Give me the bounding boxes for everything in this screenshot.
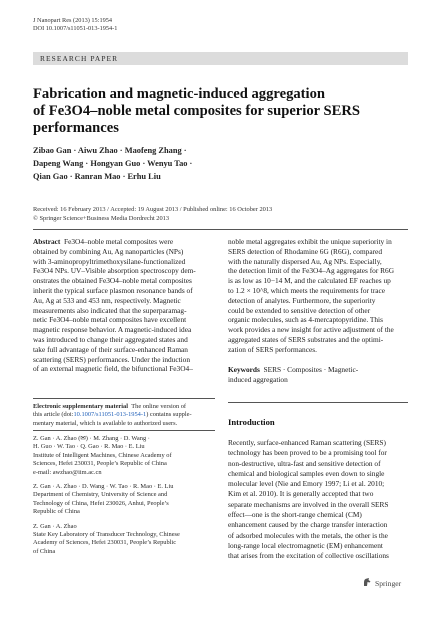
- intro-line-1: technology has been proved to be a promising tool for: [228, 448, 387, 458]
- abstract-right-line-7: could be extended to sensitive detection of other: [228, 305, 371, 315]
- abstract-left-column: [33, 237, 215, 374]
- keywords-line-1: [228, 365, 408, 375]
- abstract-text-0: Fe3O4–noble metal composites were: [64, 237, 174, 246]
- affiliation-3-line-1: State Key Laboratory of Transducer Technology, Chinese: [33, 531, 180, 539]
- abstract-right-line-11: zation of SERS performances.: [228, 344, 317, 354]
- author-list: [33, 145, 263, 183]
- abstract-label: Abstract: [33, 237, 61, 246]
- intro-line-6: separate mechanisms are involved in the overall SERS: [228, 499, 389, 509]
- esm-text-1: The online version of: [131, 403, 187, 410]
- abstract-right-line-0: noble metal aggregates exhibit the unique superiority in: [228, 237, 392, 246]
- abstract-right-line-1: SERS detection of Rhodamine 6G (R6G), compared: [228, 246, 382, 256]
- esm-line-3: mentary material, which is available to authorized users.: [33, 419, 178, 427]
- abstract-line-8: netic Fe3O4–noble metal composites have excellent: [33, 315, 187, 325]
- esm-text-2-post: ) contains supple-: [146, 411, 192, 419]
- affiliation-3-line-2: Academy of Sciences, Hefei 230031, People’s Republic: [33, 539, 177, 547]
- affiliation-1-line-3: Sciences, Hefei 230031, People’s Republic of China: [33, 460, 167, 468]
- intro-top-divider: [228, 402, 408, 403]
- abstract-line-11: take full advantage of their surface-enhanced Raman: [33, 344, 188, 354]
- affiliation-divider: [33, 430, 215, 431]
- affiliation-1-line-1: H. Guo · W. Tao · Q. Gao · R. Mao · E. Liu: [33, 443, 145, 451]
- authors-line-2: Dapeng Wang · Hongyan Guo · Wenyu Tao ·: [33, 158, 193, 168]
- abstract-right-column: [228, 237, 408, 355]
- intro-line-4: molecular level (Nie and Emory 1997; Li et al. 2010;: [228, 479, 385, 489]
- intro-line-7: effect—one is the short-range chemical (CM): [228, 510, 362, 520]
- affiliation-3: [33, 523, 215, 557]
- affiliation-2-line-3: Republic of China: [33, 508, 80, 516]
- intro-line-5: Kim et al. 2010). It is generally accepted that two: [228, 489, 374, 499]
- abstract-right-line-3: the detection limit of the Fe3O4–Ag aggregates for R6G: [228, 266, 395, 276]
- esm-label: Electronic supplementary material: [33, 403, 129, 410]
- abstract-line-12: scattering (SERS) performances. Under the induction: [33, 354, 191, 364]
- doi-line: DOI 10.1007/s11051-013-1954-1: [33, 25, 118, 32]
- title-line-1: Fabrication and magnetic-induced aggregation: [33, 86, 326, 102]
- abstract-line-2: with 3-aminopropyltrimethoxysilane-functionalized: [33, 256, 186, 266]
- article-type-label: RESEARCH PAPER: [40, 54, 119, 63]
- abstract-right-line-4: is as low as 10−14 M, and the calculated EF reaches up: [228, 276, 391, 286]
- affiliation-3-line-0: Z. Gan · A. Zhao: [33, 522, 77, 530]
- keywords-line-2: induced aggregation: [228, 374, 288, 384]
- abstract-right-line-5: to 1.2 × 10^8, which meets the requirements for trace: [228, 285, 386, 295]
- abstract-right-line-9: work provides a new insight for active adjustment of the: [228, 325, 394, 335]
- header-divider: [33, 229, 408, 230]
- intro-line-0: Recently, surface-enhanced Raman scattering (SERS): [228, 438, 386, 447]
- footnote-divider: [33, 398, 215, 399]
- dates-line: Received: 16 February 2013 / Accepted: 19 August 2013 / Published online: 16 October 2013: [33, 206, 273, 213]
- introduction-heading: Introduction: [228, 417, 275, 427]
- intro-line-3: chemical and biological samples even down to single: [228, 468, 385, 478]
- abstract-line-3: Fe3O4 NPs. UV–Visible absorption spectroscopy dem-: [33, 266, 196, 276]
- affiliation-2-line-2: Technology of China, Hefei 230026, Anhui, People’s: [33, 499, 169, 507]
- affiliation-1-line-0: Z. Gan · A. Zhao (✉) · M. Zhang · D. Wang ·: [33, 435, 150, 442]
- publisher-name: Springer: [375, 578, 402, 588]
- affiliation-1-email[interactable]: e-mail: awzhao@iim.ac.cn: [33, 468, 102, 476]
- title-line-2: of Fe3O4–noble metal composites for superior SERS: [33, 103, 360, 119]
- esm-line-1: [33, 403, 215, 411]
- intro-line-9: of adsorbed molecules with the metals, the other is the: [228, 530, 388, 540]
- affiliation-2-line-1: Department of Chemistry, University of Science and: [33, 491, 168, 499]
- esm-doi-link[interactable]: 10.1007/s11051-013-1954-1: [73, 411, 147, 419]
- affiliations-block: [33, 435, 215, 562]
- publisher-logo: [362, 574, 401, 592]
- affiliation-1-line-2: Institute of Intelligent Machines, Chinese Academy of: [33, 451, 172, 459]
- abstract-line-0: [33, 237, 215, 247]
- abstract-right-line-10: aggregated states of SERS substrates and the optimi-: [228, 334, 384, 344]
- abstract-line-5: inherit the typical surface plasmon resonance bands of: [33, 285, 193, 295]
- publication-dates: [33, 205, 408, 223]
- abstract-line-1: obtained by combining Au, Ag nanoparticles (NPs): [33, 246, 184, 256]
- abstract-line-9: magnetic response behavior. A magnetic-induced idea: [33, 325, 192, 335]
- keywords-text-1: SERS · Composites · Magnetic-: [263, 365, 359, 374]
- esm-line-2: [33, 411, 215, 419]
- abstract-right-line-2: with the naturally dispersed Au, Ag NPs. Especially,: [228, 256, 382, 266]
- abstract-line-13: of an external magnetic field, the bifunctional Fe3O4–: [33, 364, 193, 374]
- abstract-line-10: was introduced to change their aggregated states and: [33, 334, 188, 344]
- abstract-line-6: Au, Ag at 533 and 453 nm, respectively. Magnetic: [33, 295, 181, 305]
- authors-line-3: Qian Gao · Ranran Mao · Erhu Liu: [33, 171, 161, 181]
- intro-line-8: enhancement caused by the charge transfer interaction: [228, 520, 388, 530]
- intro-line-10: long-range local electromagnetic (EM) enhancement: [228, 540, 383, 550]
- journal-citation: J Nanopart Res (2013) 15:1954: [33, 17, 113, 24]
- keywords-label: Keywords: [228, 365, 260, 374]
- authors-line-1: Zibao Gan · Aiwu Zhao · Maofeng Zhang ·: [33, 146, 187, 155]
- article-title: [33, 86, 403, 137]
- intro-line-2: non-destructive, ultra-fast and sensitive detection of: [228, 458, 381, 468]
- esm-text-2-pre: this article (doi:: [33, 411, 74, 419]
- abstract-line-7: measurements also indicated that the superparamag-: [33, 305, 187, 315]
- abstract-right-line-8: organic molecules, such as 4-mercaptopyridine. This: [228, 315, 383, 325]
- introduction-body: [228, 438, 408, 562]
- keywords-block: [228, 365, 408, 385]
- springer-horse-icon: [362, 574, 372, 592]
- title-line-3: performances: [33, 120, 119, 136]
- affiliation-3-line-3: of China: [33, 547, 56, 555]
- affiliation-2-line-0: Z. Gan · A. Zhao · D. Wang · W. Tao · R. Mao · E. Liu: [33, 483, 174, 491]
- abstract-right-line-6: detection of analytes. Furthermore, the superiority: [228, 295, 376, 305]
- esm-note: [33, 403, 215, 428]
- copyright-line: © Springer Science+Business Media Dordrecht 2013: [33, 215, 170, 222]
- abstract-line-4: onstrates the obtained Fe3O4–noble metal composites: [33, 276, 192, 286]
- intro-line-11: that arises from the excitation of collective oscillations: [228, 551, 389, 561]
- affiliation-1: [33, 435, 215, 477]
- affiliation-2: [33, 483, 215, 517]
